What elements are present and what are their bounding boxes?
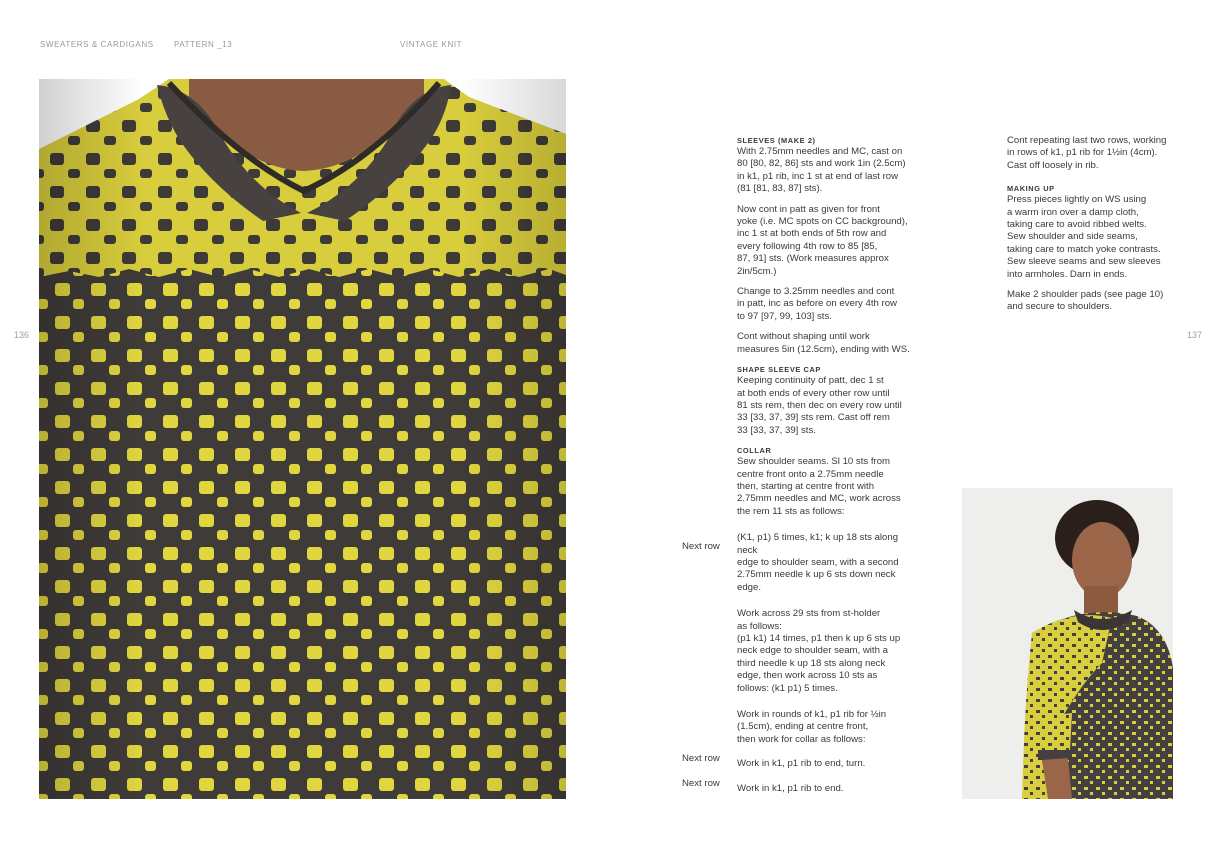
page-number-right: 137 xyxy=(1187,330,1203,340)
collar-heading: COLLAR xyxy=(737,446,772,456)
next-row-text-3: Work in k1, p1 rib to end. xyxy=(737,782,844,794)
shape-sleeve-cap-heading: SHAPE SLEEVE CAP xyxy=(737,365,821,375)
instructions-column-2 xyxy=(1007,135,1192,322)
sleeves-heading: SLEEVES (MAKE 2) xyxy=(737,136,816,145)
sweater-closeup-photo xyxy=(39,79,566,799)
page-number-left: 136 xyxy=(14,330,30,340)
sleeves-paragraph-1: With 2.75mm needles and MC, cast on 80 [80, 82, 86] sts and work 1in (2.5cm) in k1, p1 rib, inc 1 st at end of last row (81 [81, 83, 87] sts). xyxy=(737,146,906,195)
shape-sleeve-cap-paragraph: Keeping continuity of patt, dec 1 st at both ends of every other row until 81 sts rem, then dec on every row until 33 [33, 37, 39] sts rem. Cast off rem 33 [33, 37, 39] sts. xyxy=(737,375,902,436)
next-row-label-2: Next row xyxy=(682,753,720,764)
making-up-heading: MAKING UP xyxy=(1007,184,1055,194)
model-photo xyxy=(962,488,1173,799)
collar-paragraph-1: Sew shoulder seams. Sl 10 sts from centre front onto a 2.75mm needle then, starting at centre front with 2.75mm needles and MC, work across the rem 11 sts as follows: xyxy=(737,456,901,517)
cont-repeating-paragraph: Cont repeating last two rows, working in rows of k1, p1 rib for 1½in (4cm). Cast off loosely in rib. xyxy=(1007,135,1167,171)
next-row-label-3: Next row xyxy=(682,778,720,789)
making-up-paragraph-2: Make 2 shoulder pads (see page 10) and secure to shoulders. xyxy=(1007,289,1164,313)
sleeves-paragraph-2: Now cont in patt as given for front yoke (i.e. MC spots on CC background), inc 1 st at both ends of 5th row and every following 4th row to 85 [85, 87, 91] sts. (Work measures approx 2in/5cm.) xyxy=(737,203,908,277)
collar-paragraph-2: Work across 29 sts from st-holder as follows: (p1 k1) 14 times, p1 then k up 6 sts up neck edge to shoulder seam, with a third needle k up 18 sts along neck edge, then work across 10 sts as follows: (k1 p1) 5 times. xyxy=(737,608,901,694)
running-head-pattern: PATTERN _13 xyxy=(174,40,233,49)
model-image xyxy=(962,488,1173,799)
sweater-closeup-image xyxy=(39,79,566,799)
sleeves-paragraph-4: Cont without shaping until work measures 5in (12.5cm), ending with WS. xyxy=(737,331,910,355)
next-row-text-2: Work in k1, p1 rib to end, turn. xyxy=(737,758,866,770)
running-head-book: VINTAGE KNIT xyxy=(400,40,463,49)
collar-paragraph-3: Work in rounds of k1, p1 rib for ½in (1.5cm), ending at centre front, then work for collar as follows: xyxy=(737,709,887,745)
making-up-paragraph-1: Press pieces lightly on WS using a warm iron over a damp cloth, taking care to avoid ribbed welts. Sew shoulder and side seams, taking care to match yoke contrasts. Sew sleeve seams and sew sleeves into armholes. Darn in ends. xyxy=(1007,194,1161,280)
next-row-label-1: Next row xyxy=(682,541,720,552)
sleeves-paragraph-3: Change to 3.25mm needles and cont in patt, inc as before on every 4th row to 97 [97, 99, 103] sts. xyxy=(737,286,897,322)
running-head-section: SWEATERS & CARDIGANS xyxy=(40,40,154,49)
instructions-column-1 xyxy=(737,135,917,803)
next-row-text-1: (K1, p1) 5 times, k1; k up 18 sts along neck edge to shoulder seam, with a second 2.75mm needle k up 6 sts down neck edge. xyxy=(737,532,899,593)
